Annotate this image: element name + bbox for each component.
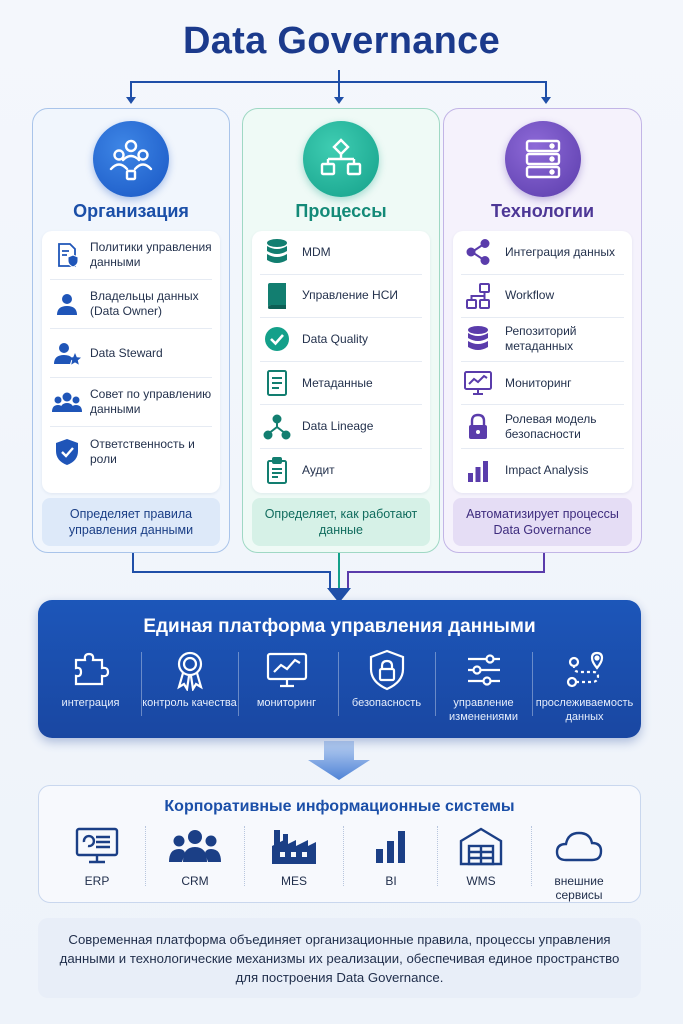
award-icon <box>141 648 238 692</box>
list-item: Мониторинг <box>461 362 624 406</box>
systems-title: Корпоративные информационные системы <box>164 798 515 815</box>
column-note: Определяет правила управления данными <box>42 498 220 546</box>
list-item: Метаданные <box>260 362 422 406</box>
database-icon <box>463 324 493 354</box>
column-organization <box>32 108 230 553</box>
group-icon <box>146 824 244 868</box>
system-item: BI <box>342 824 440 898</box>
check-circle-icon <box>262 324 292 354</box>
lineage-icon <box>262 412 292 442</box>
platform-title: Единая платформа управления данными <box>143 616 536 637</box>
page-title: Data Governance <box>182 20 501 62</box>
shield-lock-icon <box>338 648 435 692</box>
list-item: Impact Analysis <box>461 449 624 493</box>
summary-text: Современная платформа объединяет организационные правила, процессы управления данными и технологические механизмы их реализации, обеспечивая единое пространство для построения Data Governance. <box>38 918 641 998</box>
unified-platform <box>38 600 641 738</box>
system-item: MES <box>245 824 343 898</box>
bar-chart-icon <box>463 456 493 486</box>
person-star-icon <box>52 338 82 368</box>
list-item: Ответственность и роли <box>50 427 212 476</box>
share-icon <box>463 237 493 267</box>
route-icon <box>532 648 637 692</box>
platform-item: мониторинг <box>238 648 335 728</box>
person-icon <box>52 289 82 319</box>
book-icon <box>262 281 292 311</box>
list-item: Workflow <box>461 275 624 319</box>
platform-item: управление изменениями <box>435 648 532 728</box>
list-item: Data Quality <box>260 318 422 362</box>
platform-item: прослеживаемость данных <box>532 648 637 728</box>
list-item: Репозиторий метаданных <box>461 318 624 362</box>
platform-item: безопасность <box>338 648 435 728</box>
sliders-icon <box>435 648 532 692</box>
column-title: Технологии <box>490 201 595 221</box>
system-item: WMS <box>432 824 530 898</box>
list-item: Совет по управлению данными <box>50 378 212 427</box>
item-list <box>252 231 430 493</box>
list-item: Политики управления данными <box>50 231 212 280</box>
list-item: Data Steward <box>50 329 212 378</box>
organization-icon <box>93 121 169 197</box>
group-icon <box>52 387 82 417</box>
cloud-icon <box>530 824 628 868</box>
column-note: Автоматизирует процессы Data Governance <box>453 498 632 546</box>
column-title: Организация <box>73 201 189 221</box>
list-item: Ролевая модель безопасности <box>461 405 624 449</box>
document-shield-icon <box>52 240 82 270</box>
column-technologies <box>443 108 642 553</box>
database-icon <box>262 237 292 267</box>
monitor-chart-icon <box>238 648 335 692</box>
workflow-icon <box>463 281 493 311</box>
document-lines-icon <box>262 368 292 398</box>
column-processes <box>242 108 440 553</box>
corporate-systems <box>38 785 641 903</box>
shield-check-icon <box>52 437 82 467</box>
list-item: Интеграция данных <box>461 231 624 275</box>
system-item: внешние сервисы <box>530 824 628 898</box>
item-list <box>42 231 220 493</box>
warehouse-icon <box>432 824 530 868</box>
clipboard-icon <box>262 456 292 486</box>
process-flow-icon <box>303 121 379 197</box>
list-item: Аудит <box>260 449 422 493</box>
puzzle-icon <box>42 648 139 692</box>
factory-icon <box>245 824 343 868</box>
item-list <box>453 231 632 493</box>
lock-icon <box>463 412 493 442</box>
platform-item: интеграция <box>42 648 139 728</box>
erp-monitor-icon <box>48 824 146 868</box>
system-item: ERP <box>48 824 146 898</box>
list-item: MDM <box>260 231 422 275</box>
system-item: CRM <box>146 824 244 898</box>
bar-chart-icon <box>342 824 440 868</box>
monitor-chart-icon <box>463 368 493 398</box>
list-item: Управление НСИ <box>260 275 422 319</box>
column-note: Определяет, как работают данные <box>252 498 430 546</box>
column-title: Процессы <box>295 201 387 221</box>
list-item: Владельцы данных (Data Owner) <box>50 280 212 329</box>
server-icon <box>505 121 581 197</box>
list-item: Data Lineage <box>260 405 422 449</box>
platform-item: контроль качества <box>141 648 238 728</box>
